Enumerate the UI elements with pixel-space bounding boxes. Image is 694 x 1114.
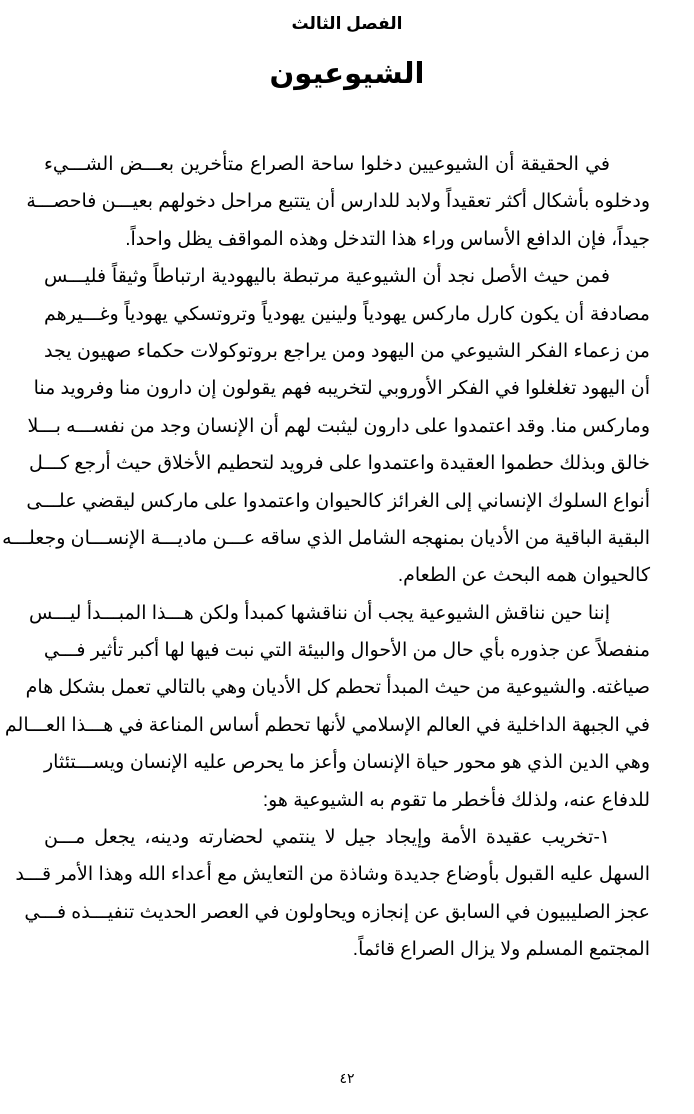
text-line: البقية الباقية من الأديان بمنهجه الشامل الذي ساقه عـــن ماديـــة الإنســـان وجعلـــه xyxy=(2,527,650,549)
text-line: للدفاع عنه، ولذلك فأخطر ما تقوم به الشيوعية هو: xyxy=(262,789,650,811)
text-line: كالحيوان همه البحث عن الطعام. xyxy=(397,565,650,587)
text-line: خالق وبذلك حطموا العقيدة واعتمدوا على فرويد لتحطيم الأخلاق حيث أرجع كـــل xyxy=(28,453,650,475)
page-number: ٤٢ xyxy=(339,1070,355,1086)
text-line: جيداً، فإن الدافع الأساس وراء هذا التدخل وهذه المواقف يظل واحداً. xyxy=(125,228,650,250)
body-text xyxy=(2,146,650,969)
text-line: وماركس منا. وقد اعتمدوا على دارون ليثبت لهم أن الإنسان وجد من نفســـه بـــلا xyxy=(27,415,650,437)
text-line: منفصلاً عن جذوره بأي حال من الأحوال والبيئة التي نبت فيها لها أكبر تأثير فـــي xyxy=(43,640,650,662)
text-line: أن اليهود تغلغلوا في الفكر الأوروبي لتخريبه فهم يقولون إن دارون منا وفرويد منا xyxy=(33,378,650,400)
text-line: أنواع السلوك الإنساني إلى الغرائز كالحيوان واعتمدوا على ماركس ليقضي علـــى xyxy=(26,490,650,512)
text-line: ودخلوه بأشكال أكثر تعقيداً ولابد للدارس أن يتتبع مراحل دخولهم بعيـــن فاحصـــة xyxy=(26,191,650,213)
text-line: السهل عليه القبول بأوضاع جديدة وشاذة من التعايش مع أعداء الله وهذا الأمر قـــد xyxy=(15,864,650,886)
text-line: مصادفة أن يكون كارل ماركس يهودياً ولينين يهودياً وتروتسكي يهودياً وغـــيرهم xyxy=(44,303,650,325)
text-line: في الحقيقة أن الشيوعيين دخلوا ساحة الصراع متأخرين بعـــض الشـــيء xyxy=(44,154,610,175)
chapter-heading: الفصل الثالث xyxy=(291,14,403,33)
text-line: المجتمع المسلم ولا يزال الصراع قائماً. xyxy=(352,939,650,961)
text-line: من زعماء الفكر الشيوعي من اليهود ومن يراجع بروتوكولات حكماء صهيون يجد xyxy=(44,340,650,362)
page-title: الشيوعيون xyxy=(269,58,425,90)
text-line: إننا حين نناقش الشيوعية يجب أن نناقشها كمبدأ ولكن هـــذا المبـــدأ ليـــس xyxy=(29,602,610,624)
text-line: عجز الصليبيون في السابق عن إنجازه ويحاولون في العصر الحديث تنفيـــذه فـــي xyxy=(24,901,650,923)
text-line: ١-تخريب عقيدة الأمة وإيجاد جيل لا ينتمي لحضارته ودينه، يجعل مـــن xyxy=(44,827,610,849)
text-line: صياغته. والشيوعية من حيث المبدأ تحطم كل الأديان وهي بالتالي تعمل بشكل هام xyxy=(25,677,650,699)
text-line: في الجبهة الداخلية في العالم الإسلامي لأنها تحطم أساس المناعة في هـــذا العـــالم xyxy=(4,714,650,736)
text-line: فمن حيث الأصل نجد أن الشيوعية مرتبطة باليهودية ارتباطاً وثيقاً فليـــس xyxy=(44,266,610,288)
text-line: وهي الدين الذي هو محور حياة الإنسان وأعز ما يحرص عليه الإنسان ويســـتئثار xyxy=(44,752,650,774)
